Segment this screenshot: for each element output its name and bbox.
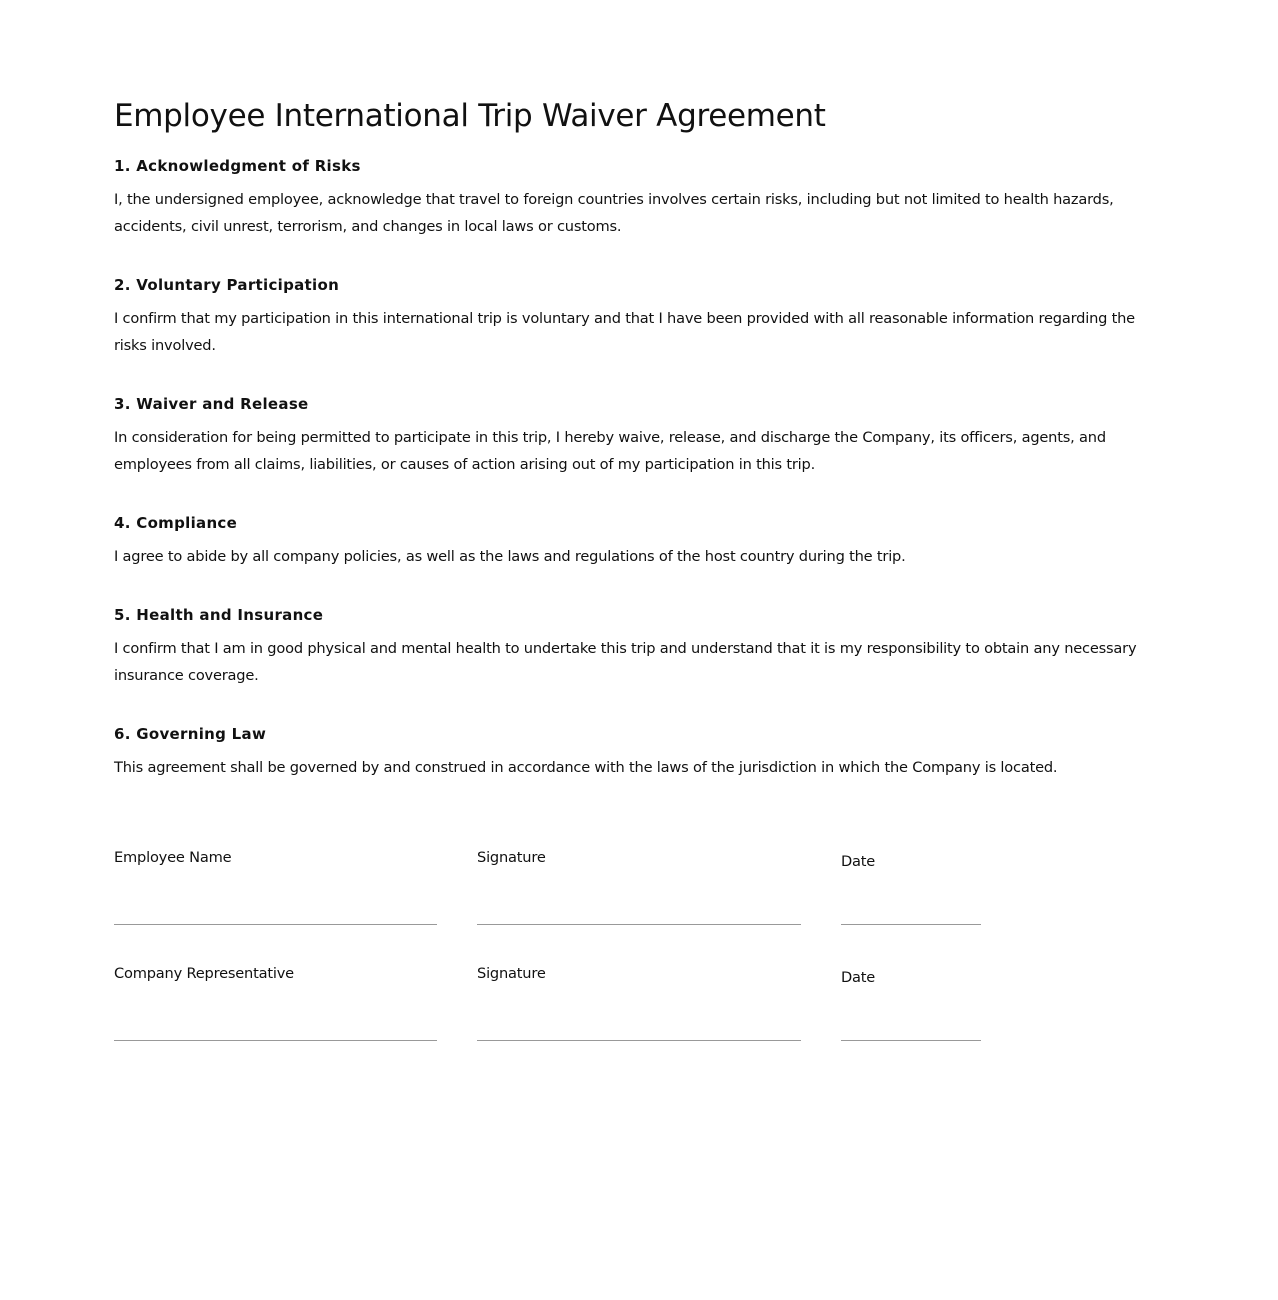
- section-body: I confirm that I am in good physical and mental health to undertake this trip and understand that it is my responsibility to obtain any necessary insurance coverage.: [114, 640, 1137, 684]
- signature-row-company: [114, 965, 981, 1081]
- section-waiver: [114, 392, 1166, 478]
- section-heading: 4. Compliance: [114, 514, 238, 532]
- field-line: [477, 924, 801, 925]
- field-line: [114, 924, 437, 925]
- section-compliance: [114, 511, 1166, 570]
- employee-date-field[interactable]: [841, 849, 981, 925]
- field-line: [841, 924, 981, 925]
- section-heading: 2. Voluntary Participation: [114, 276, 340, 294]
- field-line: [477, 1040, 801, 1041]
- section-health: [114, 603, 1166, 689]
- section-heading: 5. Health and Insurance: [114, 606, 324, 624]
- signature-row-employee: [114, 849, 981, 965]
- section-body: In consideration for being permitted to participate in this trip, I hereby waive, release, and discharge the Company, its officers, agents, and employees from all claims, liabilities, or causes of action arising out of my participation in this trip.: [114, 429, 1106, 473]
- section-governing-law: [114, 722, 1166, 781]
- company-date-field[interactable]: [841, 965, 981, 1041]
- document-title: Employee International Trip Waiver Agreement: [114, 98, 826, 134]
- section-heading: 1. Acknowledgment of Risks: [114, 157, 361, 175]
- field-label: Employee Name: [114, 849, 232, 866]
- field-label: Signature: [477, 965, 546, 982]
- company-representative-field[interactable]: [114, 965, 437, 1041]
- section-body: I agree to abide by all company policies, as well as the laws and regulations of the host country during the trip.: [114, 548, 906, 565]
- field-label: Signature: [477, 849, 546, 866]
- employee-name-field[interactable]: [114, 849, 437, 925]
- section-heading: 6. Governing Law: [114, 725, 267, 743]
- field-label: Date: [841, 853, 876, 870]
- company-signature-field[interactable]: [477, 965, 801, 1041]
- field-label: Date: [841, 969, 876, 986]
- section-acknowledgment: [114, 154, 1166, 240]
- section-body: I, the undersigned employee, acknowledge that travel to foreign countries involves certain risks, including but not limited to health hazards, accidents, civil unrest, terrorism, and changes in local laws or customs.: [114, 191, 1114, 235]
- field-line: [114, 1040, 437, 1041]
- section-body: This agreement shall be governed by and construed in accordance with the laws of the jurisdiction in which the Company is located.: [114, 759, 1058, 776]
- field-label: Company Representative: [114, 965, 294, 982]
- section-voluntary: [114, 273, 1166, 359]
- section-body: I confirm that my participation in this international trip is voluntary and that I have been provided with all reasonable information regarding the risks involved.: [114, 310, 1135, 354]
- employee-signature-field[interactable]: [477, 849, 801, 925]
- section-heading: 3. Waiver and Release: [114, 395, 309, 413]
- field-line: [841, 1040, 981, 1041]
- signature-block: [114, 849, 981, 1081]
- agreement-content: [114, 92, 1166, 814]
